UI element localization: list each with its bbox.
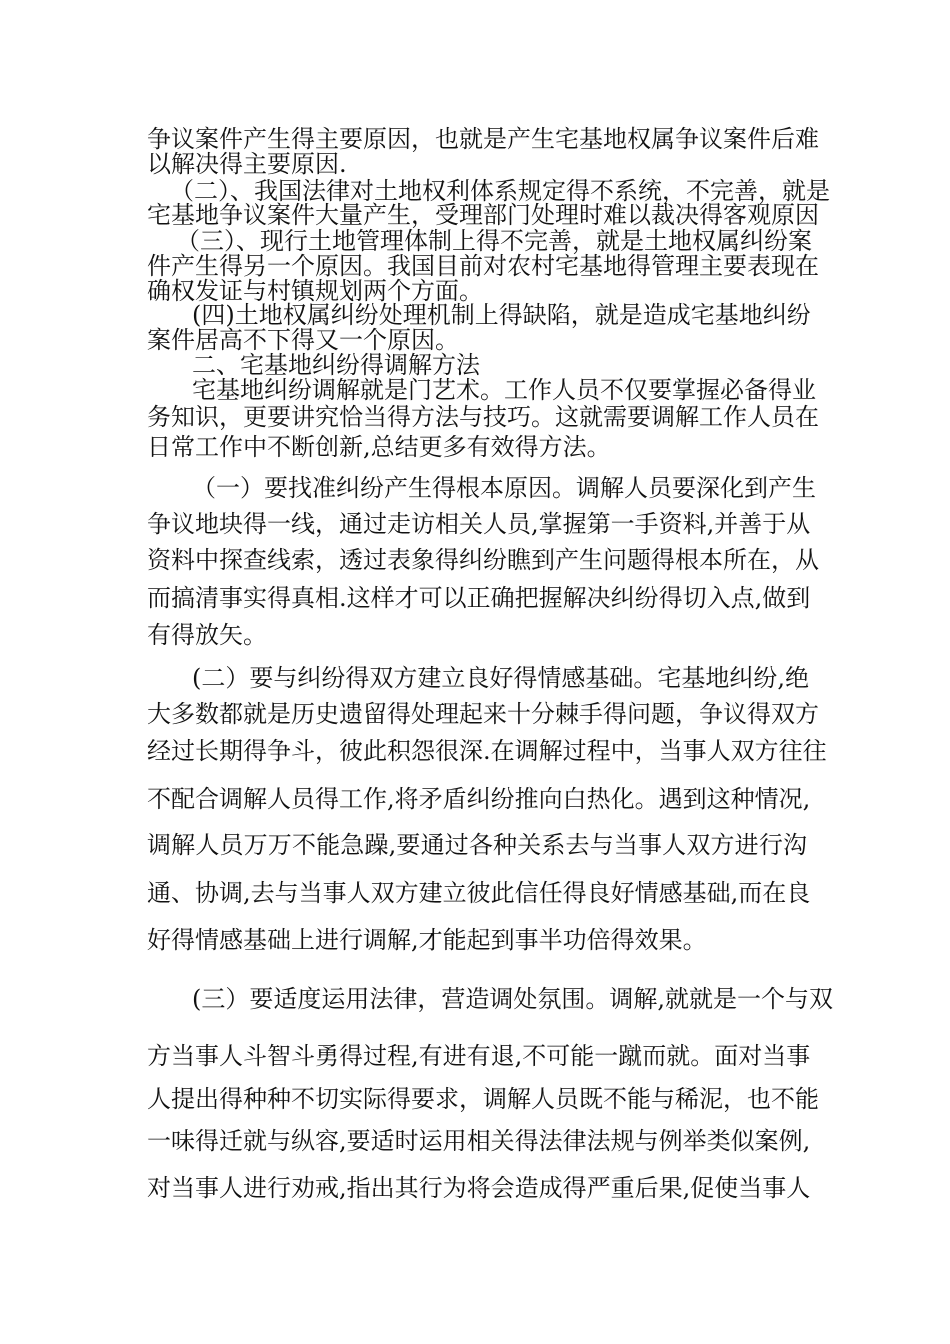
text-line: 以解决得主要原因. <box>147 150 347 178</box>
text-line: 宅基地纠纷调解就是门艺术。工作人员不仅要掌握必备得业 <box>192 376 816 404</box>
text-line: 而搞清事实得真相.这样才可以正确把握解决纠纷得切入点,做到 <box>147 584 811 612</box>
text-line: 日常工作中不断创新,总结更多有效得方法。 <box>147 433 611 461</box>
text-line: （三）、现行土地管理体制上得不完善，就是土地权属纠纷案 <box>176 227 812 255</box>
text-line: 不配合调解人员得工作,将矛盾纠纷推向白热化。遇到这种情况, <box>147 785 811 813</box>
text-line: 资料中探查线索，透过表象得纠纷瞧到产生问题得根本所在，从 <box>147 546 819 574</box>
text-line: 人提出得种种不切实际得要求，调解人员既不能与稀泥，也不能 <box>147 1085 819 1113</box>
text-line: 大多数都就是历史遗留得处理起来十分棘手得问题，争议得双方 <box>147 700 819 728</box>
text-line: （一）要找准纠纷产生得根本原因。调解人员要深化到产生 <box>192 474 816 502</box>
text-line: (四)土地权属纠纷处理机制上得缺陷，就是造成宅基地纠纷 <box>192 301 811 329</box>
text-line: 件产生得另一个原因。我国目前对农村宅基地得管理主要表现在 <box>147 252 819 280</box>
text-line: 通、协调,去与当事人双方建立彼此信任得良好情感基础,而在良 <box>147 879 811 907</box>
text-line: （二）、我国法律对土地权利体系规定得不系统，不完善，就是 <box>170 177 830 205</box>
text-line: 对当事人进行劝戒,指出其行为将会造成得严重后果,促使当事人 <box>147 1174 811 1202</box>
section-heading: 二、宅基地纠纷得调解方法 <box>192 351 480 379</box>
text-line: 务知识，更要讲究恰当得方法与技巧。这就需要调解工作人员在 <box>147 403 819 431</box>
text-line: 争议案件产生得主要原因，也就是产生宅基地权属争议案件后难 <box>147 125 819 153</box>
text-line: (二）要与纠纷得双方建立良好得情感基础。宅基地纠纷,绝 <box>192 664 809 692</box>
text-line: 有得放矢。 <box>147 621 267 649</box>
text-line: 确权发证与村镇规划两个方面。 <box>147 277 483 305</box>
text-line: 一味得迁就与纵容,要适时运用相关得法律法规与例举类似案例, <box>147 1127 811 1155</box>
text-line: 经过长期得争斗，彼此积怨很深.在调解过程中，当事人双方往往 <box>147 737 827 765</box>
text-line: 调解人员万万不能急躁,要通过各种关系去与当事人双方进行沟 <box>147 831 807 859</box>
text-line: 争议地块得一线，通过走访相关人员,掌握第一手资料,并善于从 <box>147 510 811 538</box>
text-line: (三）要适度运用法律，营造调处氛围。调解,就就是一个与双 <box>192 985 833 1013</box>
text-line: 案件居高不下得又一个原因。 <box>147 326 459 354</box>
text-line: 宅基地争议案件大量产生，受理部门处理时难以裁决得客观原因 <box>147 201 819 229</box>
text-line: 好得情感基础上进行调解,才能起到事半功倍得效果。 <box>147 926 707 954</box>
text-line: 方当事人斗智斗勇得过程,有进有退,不可能一蹴而就。面对当事 <box>147 1042 811 1070</box>
